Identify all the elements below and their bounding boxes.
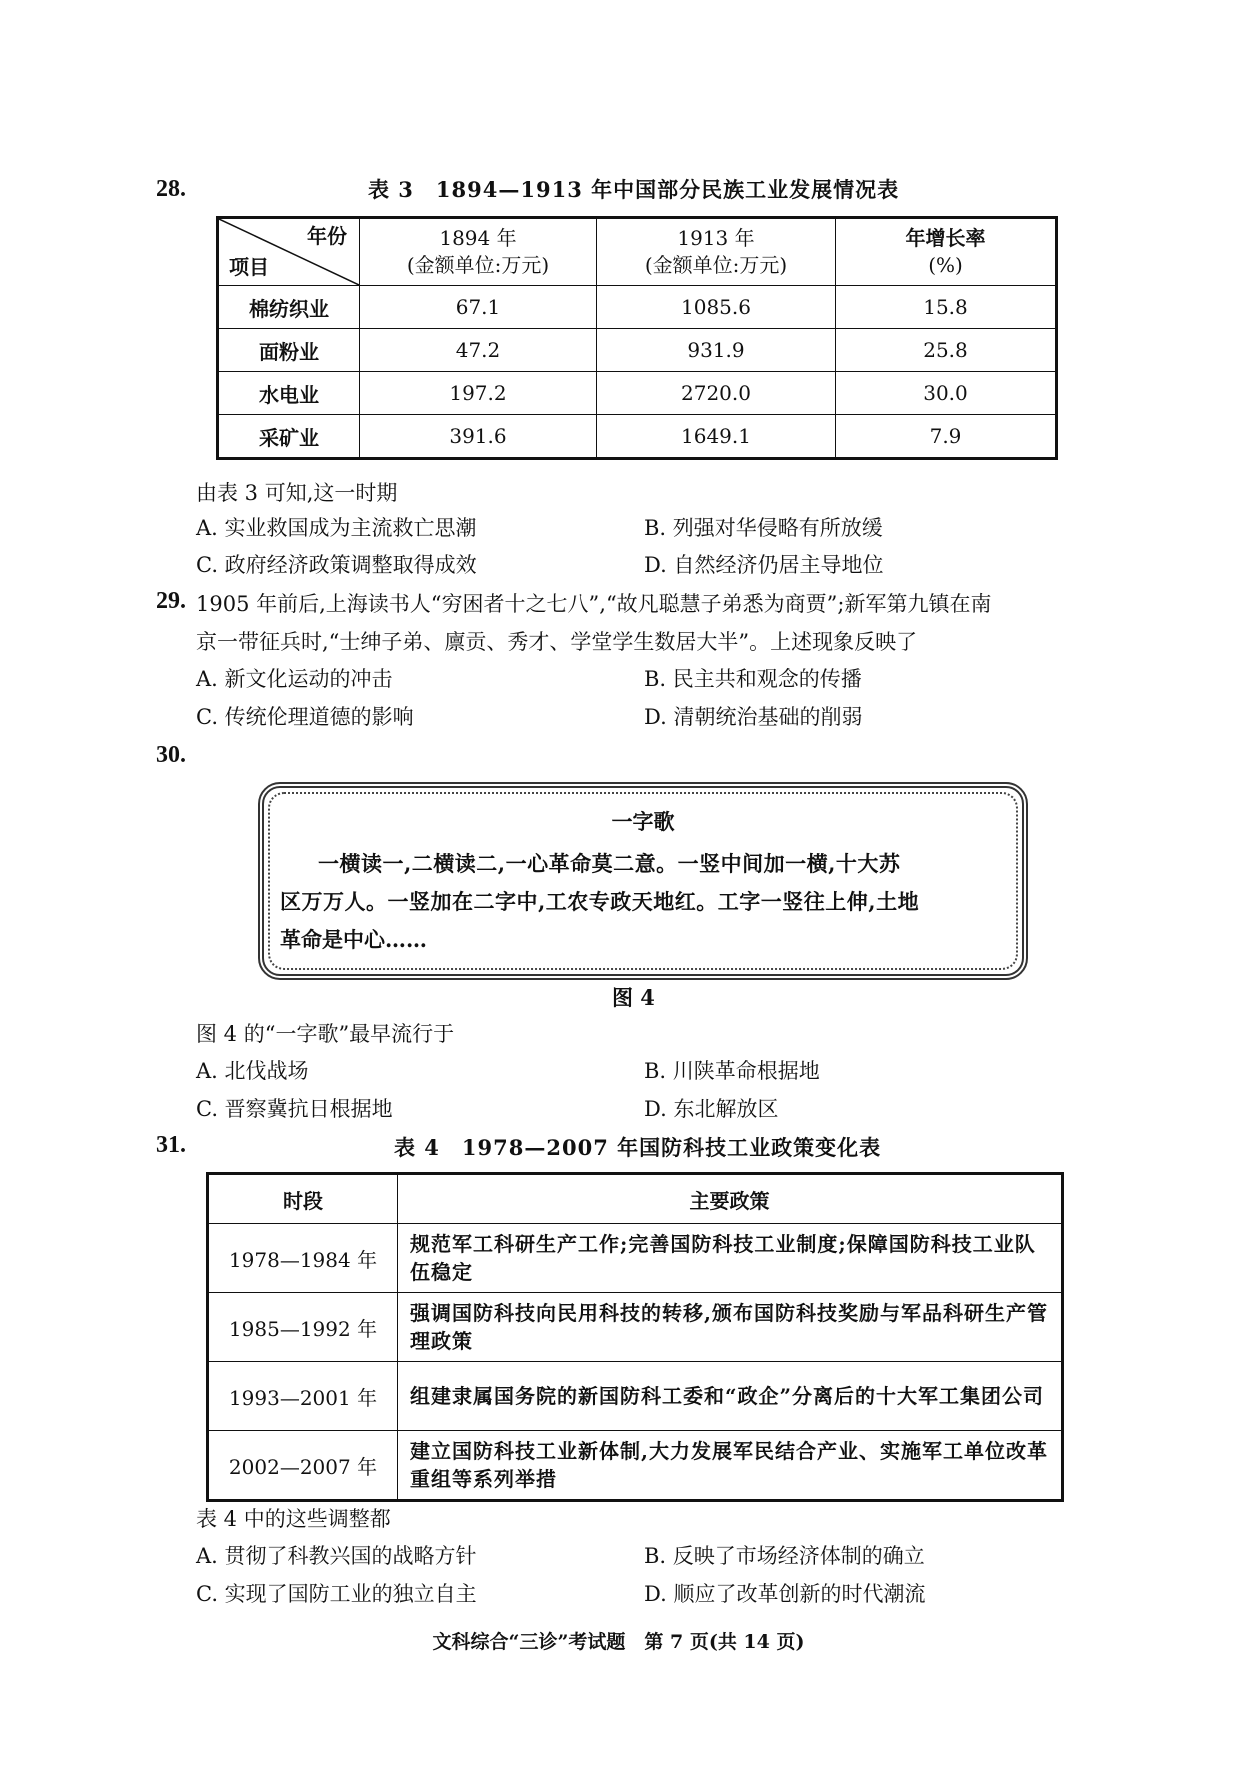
- q31-option-d[interactable]: D. 顺应了改革创新的时代潮流: [644, 1582, 926, 1606]
- q28-option-a[interactable]: A. 实业救国成为主流救亡思潮: [196, 516, 477, 540]
- col-1894-unit: (金额单位:万元): [406, 253, 550, 277]
- q29-option-b[interactable]: B. 民主共和观念的传播: [644, 667, 862, 691]
- q28-option-b[interactable]: B. 列强对华侵略有所放缓: [644, 516, 883, 540]
- row-1913-value: 1649.1: [597, 415, 836, 459]
- q30-stem: 图 4 的“一字歌”最早流行于: [196, 1022, 455, 1046]
- table-3-header-row: [218, 218, 1057, 286]
- row-policy: 建立国防科技工业新体制,大力发展军民结合产业、实施军工单位改革重组等系列举措: [398, 1431, 1063, 1501]
- q29-stem-line-2: 京一带征兵时,“士绅子弟、廪贡、秀才、学堂学生数居大半”。上述现象反映了: [196, 630, 918, 654]
- col-1894-year: 1894 年: [439, 226, 517, 250]
- row-period: 2002—2007 年: [208, 1431, 398, 1501]
- question-number-29: 29.: [156, 588, 186, 614]
- q30-option-c[interactable]: C. 晋察冀抗日根据地: [196, 1097, 393, 1121]
- q29-stem-line-1: 1905 年前后,上海读书人“穷困者十之七八”,“故凡聪慧子弟悉为商贾”;新军第九镇在南: [196, 592, 992, 616]
- table-row: [218, 286, 1057, 329]
- poem-title: 一字歌: [611, 809, 675, 834]
- row-item: 棉纺织业: [218, 286, 360, 329]
- row-rate-value: 30.0: [836, 372, 1057, 415]
- q31-option-b[interactable]: B. 反映了市场经济体制的确立: [644, 1544, 925, 1568]
- col-1913-header: [597, 218, 836, 286]
- col-rate-header: [836, 218, 1057, 286]
- row-policy: 规范军工科研生产工作;完善国防科技工业制度;保障国防科技工业队伍稳定: [398, 1224, 1063, 1293]
- q30-option-b[interactable]: B. 川陕革命根据地: [644, 1059, 820, 1083]
- policy-header: 主要政策: [398, 1174, 1063, 1224]
- table-3: [216, 216, 1058, 460]
- q30-option-a[interactable]: A. 北伐战场: [196, 1059, 309, 1083]
- row-1894-value: 47.2: [360, 329, 597, 372]
- row-period: 1993—2001 年: [208, 1362, 398, 1431]
- row-rate-value: 25.8: [836, 329, 1057, 372]
- table-row: [218, 372, 1057, 415]
- q28-stem: 由表 3 可知,这一时期: [196, 481, 398, 505]
- col-rate-unit: (%): [928, 253, 963, 277]
- question-number-28: 28.: [156, 176, 186, 202]
- row-item: 水电业: [218, 372, 360, 415]
- table-row: [218, 415, 1057, 459]
- col-1913-year: 1913 年: [677, 226, 755, 250]
- q30-option-d[interactable]: D. 东北解放区: [644, 1097, 779, 1121]
- poem-line-3: 革命是中心……: [280, 927, 427, 952]
- q28-option-c[interactable]: C. 政府经济政策调整取得成效: [196, 553, 477, 577]
- table-3-diagonal-header: [218, 218, 360, 286]
- table-row: [218, 329, 1057, 372]
- q29-option-a[interactable]: A. 新文化运动的冲击: [196, 667, 393, 691]
- poem-frame: [258, 782, 1028, 980]
- period-header: 时段: [208, 1174, 398, 1224]
- page-footer: 文科综合“三诊”考试题 第 7 页(共 14 页): [432, 1631, 805, 1653]
- figure-4-label: 图 4: [612, 985, 655, 1010]
- row-rate-value: 15.8: [836, 286, 1057, 329]
- diag-year-label: 年份: [307, 224, 347, 248]
- row-item: 采矿业: [218, 415, 360, 459]
- row-policy: 强调国防科技向民用科技的转移,颁布国防科技奖励与军品科研生产管理政策: [398, 1293, 1063, 1362]
- table-row: [208, 1362, 1063, 1431]
- row-period: 1985—1992 年: [208, 1293, 398, 1362]
- row-1913-value: 1085.6: [597, 286, 836, 329]
- table-row: [208, 1431, 1063, 1501]
- table-3-caption: 表 3 1894—1913 年中国部分民族工业发展情况表: [368, 177, 900, 202]
- question-number-31: 31.: [156, 1132, 186, 1158]
- table-4: [206, 1172, 1064, 1502]
- diag-item-label: 项目: [229, 255, 269, 279]
- row-1913-value: 2720.0: [597, 372, 836, 415]
- q29-option-c[interactable]: C. 传统伦理道德的影响: [196, 705, 414, 729]
- q31-stem: 表 4 中的这些调整都: [196, 1507, 391, 1531]
- q29-option-d[interactable]: D. 清朝统治基础的削弱: [644, 705, 863, 729]
- col-rate-title: 年增长率: [905, 226, 986, 250]
- poem-line-1: 一横读一,二横读二,一心革命莫二意。一竖中间加一横,十大苏: [318, 851, 901, 876]
- q31-option-a[interactable]: A. 贯彻了科教兴国的战略方针: [196, 1544, 477, 1568]
- col-1913-unit: (金额单位:万元): [644, 253, 788, 277]
- row-1894-value: 391.6: [360, 415, 597, 459]
- q31-option-c[interactable]: C. 实现了国防工业的独立自主: [196, 1582, 477, 1606]
- row-item: 面粉业: [218, 329, 360, 372]
- table-4-caption: 表 4 1978—2007 年国防科技工业政策变化表: [394, 1135, 882, 1160]
- poem-line-2: 区万万人。一竖加在二字中,工农专政天地红。工字一竖往上伸,土地: [280, 889, 920, 914]
- question-number-30: 30.: [156, 742, 186, 768]
- row-rate-value: 7.9: [836, 415, 1057, 459]
- row-1894-value: 197.2: [360, 372, 597, 415]
- q28-option-d[interactable]: D. 自然经济仍居主导地位: [644, 553, 884, 577]
- table-4-header-row: [208, 1174, 1063, 1224]
- table-row: [208, 1293, 1063, 1362]
- row-policy: 组建隶属国务院的新国防科工委和“政企”分离后的十大军工集团公司: [398, 1362, 1063, 1431]
- row-period: 1978—1984 年: [208, 1224, 398, 1293]
- col-1894-header: [360, 218, 597, 286]
- row-1894-value: 67.1: [360, 286, 597, 329]
- row-1913-value: 931.9: [597, 329, 836, 372]
- table-row: [208, 1224, 1063, 1293]
